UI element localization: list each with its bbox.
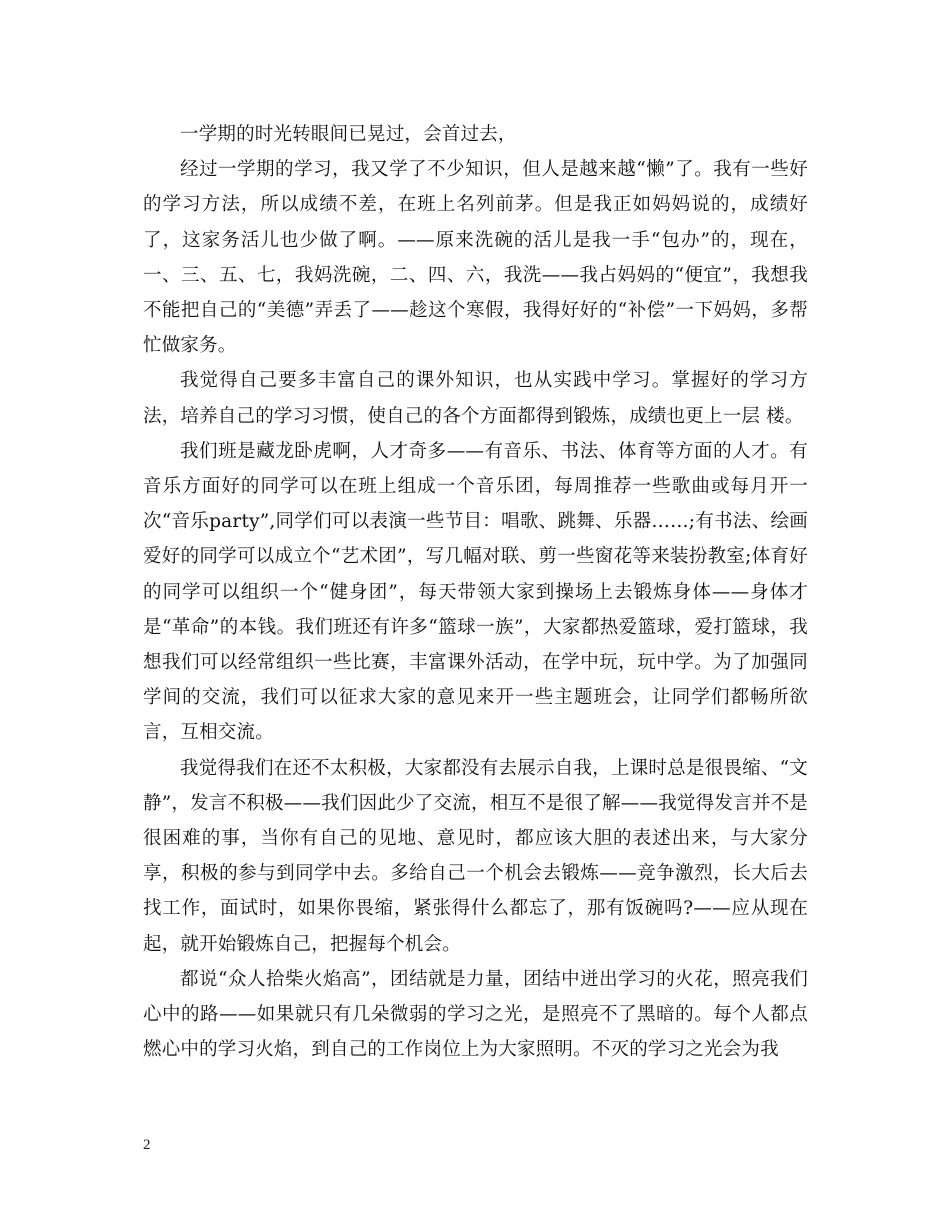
document-body <box>143 117 808 1067</box>
paragraph-1: 一学期的时光转眼间已晃过，会首过去， <box>180 124 517 145</box>
paragraph-6: 都说“众人拾柴火焰高”，团结就是力量，团结中迸出学习的火花，照亮我们心中的路——如果就只有几朵微弱的学习之光，是照亮不了黑暗的。每个人都点燃心中的学习火焰，到自己的工作岗位上为大家照明。不灭的学习之光会为我 <box>143 968 808 1061</box>
paragraph-4: 我们班是藏龙卧虎啊，人才奇多——有音乐、书法、体育等方面的人才。有音乐方面好的同学可以在班上组成一个音乐团，每周推荐一些歌曲或每月开一次“音乐party”,同学们可以表演一些节目：唱歌、跳舞、乐器……;有书法、绘画爱好的同学可以成立个“艺术团”，写几幅对联、剪一些窗花等来装扮教室;体育好的同学可以组织一个“健身团”，每天带领大家到操场上去锻炼身体——身体才是“革命”的本钱。我们班还有许多“篮球一族”，大家都热爱篮球，爱打篮球，我想我们可以经常组织一些比赛，丰富课外活动，在学中玩，玩中学。为了加强同学间的交流，我们可以征求大家的意见来开一些主题班会，让同学们都畅所欲言，互相交流。 <box>143 440 808 744</box>
page-number: 2 <box>143 1137 151 1153</box>
paragraph-2: 经过一学期的学习，我又学了不少知识，但人是越来越“懒”了。我有一些好的学习方法，所以成绩不差，在班上名列前茅。但是我正如妈妈说的，成绩好了，这家务活儿也少做了啊。——原来洗碗的活儿是我一手“包办”的，现在，一、三、五、七，我妈洗碗，二、四、六，我洗——我占妈妈的“便宜”，我想我不能把自己的“美德”弄丢了——趁这个寒假，我得好好的“补偿”一下妈妈，多帮忙做家务。 <box>143 159 808 357</box>
paragraph-5: 我觉得我们在还不太积极，大家都没有去展示自我，上课时总是很畏缩、“文静”，发言不积极——我们因此少了交流，相互不是很了解——我觉得发言并不是很困难的事，当你有自己的见地、意见时，都应该大胆的表述出来，与大家分享，积极的参与到同学中去。多给自己一个机会去锻炼——竞争激烈，长大后去找工作，面试时，如果你畏缩，紧张得什么都忘了，那有饭碗吗?——应从现在起，就开始锻炼自己，把握每个机会。 <box>143 757 808 955</box>
paragraph-3: 我觉得自己要多丰富自己的课外知识，也从实践中学习。掌握好的学习方法，培养自己的学习习惯，使自己的各个方面都得到锻炼，成绩也更上一层 楼。 <box>143 370 808 427</box>
